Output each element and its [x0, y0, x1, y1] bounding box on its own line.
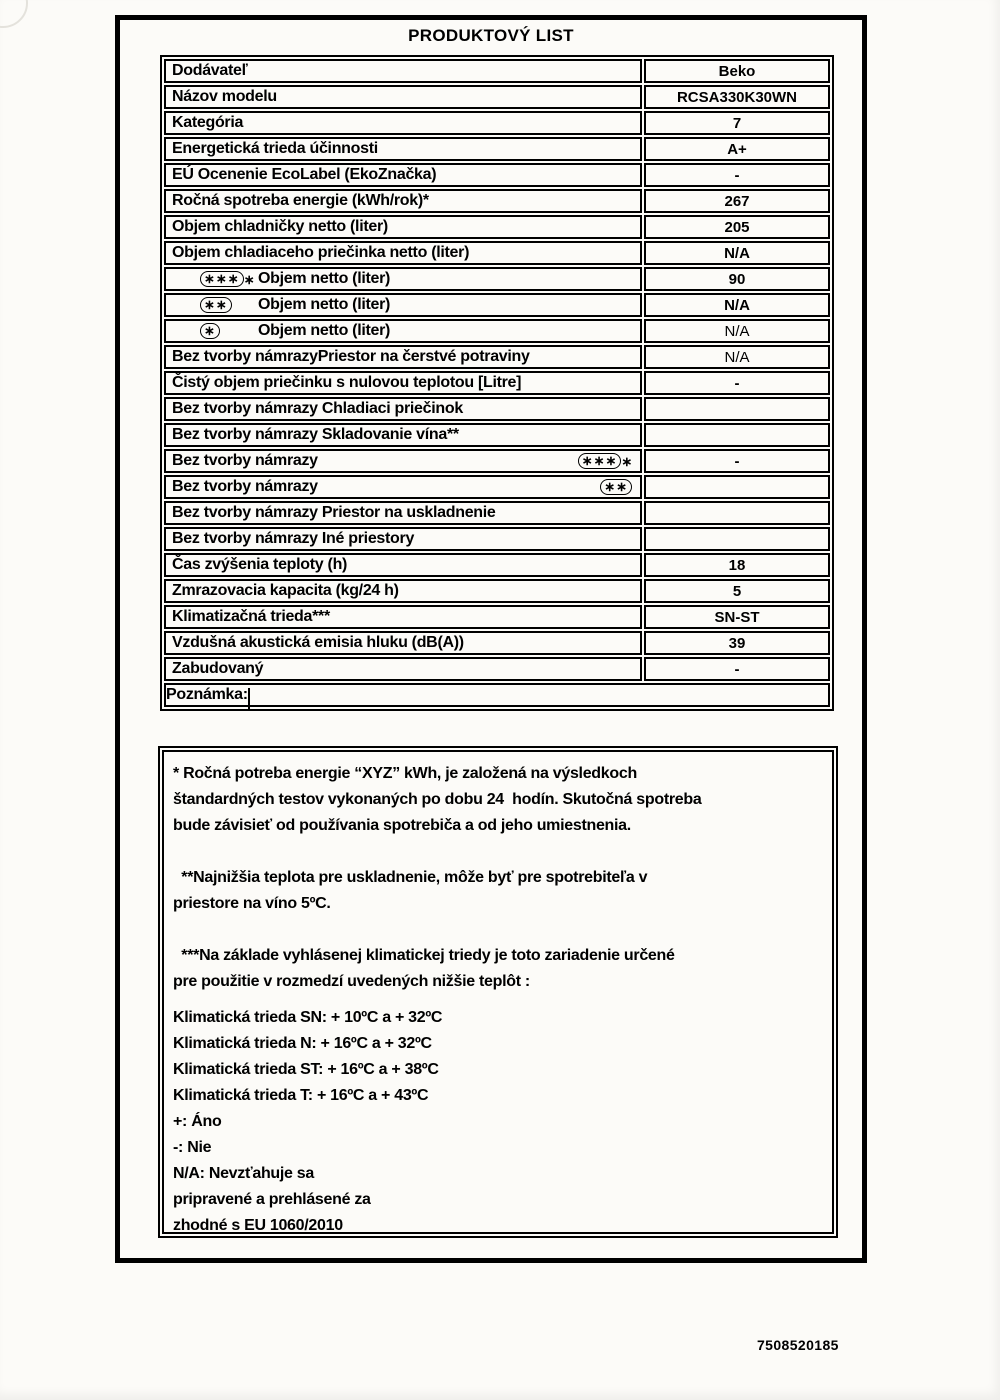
row-label: Klimatizačná trieda***: [172, 608, 330, 625]
table-row: [164, 137, 830, 161]
table-row: [164, 579, 830, 603]
row-label-cell: [164, 59, 642, 83]
row-label: Energetická trieda účinnosti: [172, 140, 378, 157]
row-label: Názov modelu: [172, 88, 277, 105]
star-slot: [200, 297, 258, 313]
table-row: [164, 319, 830, 343]
table-row: [164, 501, 830, 525]
note-line: pre použitie v rozmedzí uvedených nižšie teplôt :: [173, 973, 530, 990]
table-row: [164, 527, 830, 551]
row-value: -: [644, 163, 830, 187]
row-label: Poznámka:: [166, 686, 248, 703]
notes-content: [162, 750, 834, 1234]
row-label: Bez tvorby námrazy Priestor na uskladnenie: [172, 504, 496, 521]
table-row: [164, 553, 830, 577]
row-label-cell: [164, 267, 642, 291]
row-label-cell: [164, 449, 642, 473]
row-value: 205: [644, 215, 830, 239]
row-label: Objem chladiaceho priečinka netto (liter): [172, 244, 470, 261]
table-row: [164, 397, 830, 421]
freezer-stars-icon: ∗: [200, 323, 220, 339]
table-row: [164, 59, 830, 83]
row-value: [644, 501, 830, 525]
table-row: [164, 475, 830, 499]
row-label-cell: [164, 371, 642, 395]
table-row: [164, 293, 830, 317]
row-value: N/A: [644, 293, 830, 317]
row-label: Bez tvorby námrazyPriestor na čerstvé potraviny: [172, 348, 530, 365]
document-number: 7508520185: [757, 1337, 839, 1353]
row-value: [644, 397, 830, 421]
row-value: 7: [644, 111, 830, 135]
row-label-cell: [164, 527, 642, 551]
row-label-cell: [164, 579, 642, 603]
row-value: 5: [644, 579, 830, 603]
row-label: Vzdušná akustická emisia hluku (dB(A)): [172, 634, 464, 651]
row-label-cell: [164, 605, 642, 629]
row-label-cell: [164, 553, 642, 577]
row-label: Čas zvýšenia teploty (h): [172, 556, 348, 573]
row-label-cell: [164, 111, 642, 135]
note-line: štandardných testov vykonaných po dobu 24 hodín. Skutočná spotreba: [173, 791, 702, 808]
note-line: Klimatická trieda T: + 16ºC a + 43ºC: [173, 1087, 429, 1104]
star-slot: [200, 323, 258, 339]
row-label-cell: [164, 189, 642, 213]
row-label-cell: [164, 631, 642, 655]
row-label-cell: [164, 397, 642, 421]
row-value: N/A: [644, 319, 830, 343]
row-label-cell: [164, 345, 642, 369]
row-label: Bez tvorby námrazy: [172, 478, 318, 495]
row-value: 90: [644, 267, 830, 291]
page-title: PRODUKTOVÝ LIST: [408, 26, 574, 45]
row-label-cell: [164, 657, 642, 681]
row-label: Čistý objem priečinku s nulovou teplotou [Litre]: [172, 374, 522, 391]
table-row: [164, 267, 830, 291]
note-line: bude závisieť od používania spotrebiča a od jeho umiestnenia.: [173, 817, 631, 834]
row-label: Objem chladničky netto (liter): [172, 218, 388, 235]
row-value: SN-ST: [644, 605, 830, 629]
row-value: 267: [644, 189, 830, 213]
table-row: [164, 683, 830, 707]
row-value: [644, 527, 830, 551]
note-line: zhodné s EU 1060/2010: [173, 1217, 343, 1234]
note-line: priestore na víno 5ºC.: [173, 895, 331, 912]
freezer-stars-icon: ∗∗∗ ∗: [578, 453, 632, 469]
text-cursor: [248, 688, 250, 709]
row-label: Bez tvorby námrazy: [172, 452, 318, 469]
note-field[interactable]: [164, 683, 830, 707]
spec-table-body: [164, 59, 830, 707]
row-value: -: [644, 449, 830, 473]
row-label-cell: [164, 85, 642, 109]
freezer-star-outside-icon: ∗: [621, 453, 632, 469]
table-row: [164, 111, 830, 135]
table-row: [164, 189, 830, 213]
row-label: Kategória: [172, 114, 244, 131]
row-value: N/A: [644, 241, 830, 265]
row-value: [644, 423, 830, 447]
page-border: [115, 15, 867, 1263]
row-label-cell: [164, 475, 642, 499]
row-label-cell: [164, 137, 642, 161]
note-line: +: Áno: [173, 1113, 222, 1130]
table-row: [164, 163, 830, 187]
note-line: -: Nie: [173, 1139, 212, 1156]
row-value: [644, 475, 830, 499]
table-row: [164, 657, 830, 681]
row-label-cell: [164, 163, 642, 187]
note-line: pripravené a prehlásené za: [173, 1191, 371, 1208]
row-value: 39: [644, 631, 830, 655]
notes-box: [158, 746, 838, 1238]
freezer-stars-icon: ∗∗: [600, 479, 632, 495]
table-row: [164, 449, 830, 473]
note-line: **Najnižšia teplota pre uskladnenie, môže byť pre spotrebiteľa v: [173, 869, 648, 886]
row-value: -: [644, 657, 830, 681]
row-label-cell: [164, 241, 642, 265]
note-line: ***Na základe vyhlásenej klimatickej triedy je toto zariadenie určené: [173, 947, 675, 964]
row-value: 18: [644, 553, 830, 577]
note-line: Klimatická trieda N: + 16ºC a + 32ºC: [173, 1035, 432, 1052]
row-label: Bez tvorby námrazy Chladiaci priečinok: [172, 400, 463, 417]
spec-table: [160, 55, 834, 711]
note-line: N/A: Nevzťahuje sa: [173, 1165, 314, 1182]
row-label: Zmrazovacia kapacita (kg/24 h): [172, 582, 399, 599]
row-label-cell: [164, 293, 642, 317]
table-row: [164, 371, 830, 395]
table-row: [164, 605, 830, 629]
table-row: [164, 241, 830, 265]
row-value: A+: [644, 137, 830, 161]
freezer-stars-icon: ∗∗: [200, 297, 232, 313]
table-row: [164, 215, 830, 239]
row-value: RCSA330K30WN: [644, 85, 830, 109]
row-label-cell: [164, 423, 642, 447]
note-line: * Ročná potreba energie “XYZ” kWh, je založená na výsledkoch: [173, 765, 637, 782]
note-line: Klimatická trieda ST: + 16ºC a + 38ºC: [173, 1061, 439, 1078]
scan-artifact: [0, 0, 28, 28]
row-label: Ročná spotreba energie (kWh/rok)*: [172, 192, 429, 209]
row-label: Objem netto (liter): [258, 296, 391, 313]
row-label: Bez tvorby námrazy Iné priestory: [172, 530, 415, 547]
table-row: [164, 423, 830, 447]
table-row: [164, 631, 830, 655]
star-slot: [200, 271, 258, 287]
freezer-stars-icon: ∗∗∗ ∗: [200, 271, 254, 287]
table-row: [164, 345, 830, 369]
row-label-cell: [164, 319, 642, 343]
row-label-cell: [164, 501, 642, 525]
table-row: [164, 85, 830, 109]
row-value: N/A: [644, 345, 830, 369]
row-label: Zabudovaný: [172, 660, 264, 677]
row-label: EÚ Ocenenie EcoLabel (EkoZnačka): [172, 166, 437, 183]
freezer-star-outside-icon: ∗: [243, 271, 255, 287]
row-label: Objem netto (liter): [258, 270, 391, 287]
row-label: Bez tvorby námrazy Skladovanie vína**: [172, 426, 459, 443]
row-label-cell: [164, 215, 642, 239]
row-label: Dodávateľ: [172, 62, 248, 79]
row-label: Objem netto (liter): [258, 322, 391, 339]
note-line: Klimatická trieda SN: + 10ºC a + 32ºC: [173, 1009, 443, 1026]
row-value: Beko: [644, 59, 830, 83]
row-value: -: [644, 371, 830, 395]
